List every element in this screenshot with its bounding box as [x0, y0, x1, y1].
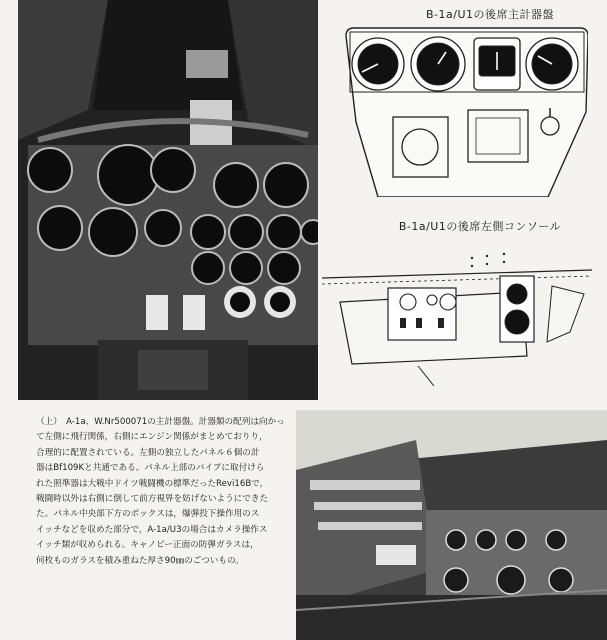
caption-line: れた照準器は大戦中ドイツ戦闘機の標準だったRevi16Bで， — [36, 478, 269, 489]
panel-drawing-art — [338, 22, 588, 197]
caption-line: 器はBf109Kと共通である。パネル上部のパイプに取付けら — [36, 463, 265, 474]
caption-line: イッチなどを収めた部分で，A-1a/U3の場合はカメラ操作ス — [36, 524, 268, 535]
caption-line: （上） A-1a、W.Nr500071の主計器盤。計器類の配列は向かっ — [36, 417, 285, 427]
panel-drawing — [338, 22, 588, 197]
console-photo — [296, 410, 607, 640]
cockpit-photo — [18, 0, 318, 400]
photo-caption — [36, 415, 290, 569]
console-drawing-title: B-1a/U1の後席左側コンソール — [398, 220, 562, 233]
caption-line: て左側に飛行関係，右側にエンジン関係がまとめておりり， — [36, 432, 268, 443]
console-drawing — [322, 236, 592, 386]
caption-line: イッチ類が収められる。キャノピー正面の防弾ガラスは， — [36, 540, 259, 551]
caption-line: 戦闘時以外は右側に倒して前方視界を妨げないようにできた — [36, 494, 269, 505]
console-drawing-art — [322, 236, 592, 386]
console-photo-art — [296, 410, 607, 640]
panel-drawing-title: B-1a/U1の後席主計器盤 — [425, 8, 554, 21]
caption-line: 何枚ものガラスを積み重ねた厚さ90㎜のごついもの。 — [36, 555, 244, 566]
caption-line: 合理的に配置されている。左側の独立したパネル６個の計 — [36, 447, 260, 458]
cockpit-photo-art — [18, 0, 318, 400]
caption-line: た。パネル中央部下方のボックスは，爆弾投下操作用のス — [36, 509, 260, 520]
